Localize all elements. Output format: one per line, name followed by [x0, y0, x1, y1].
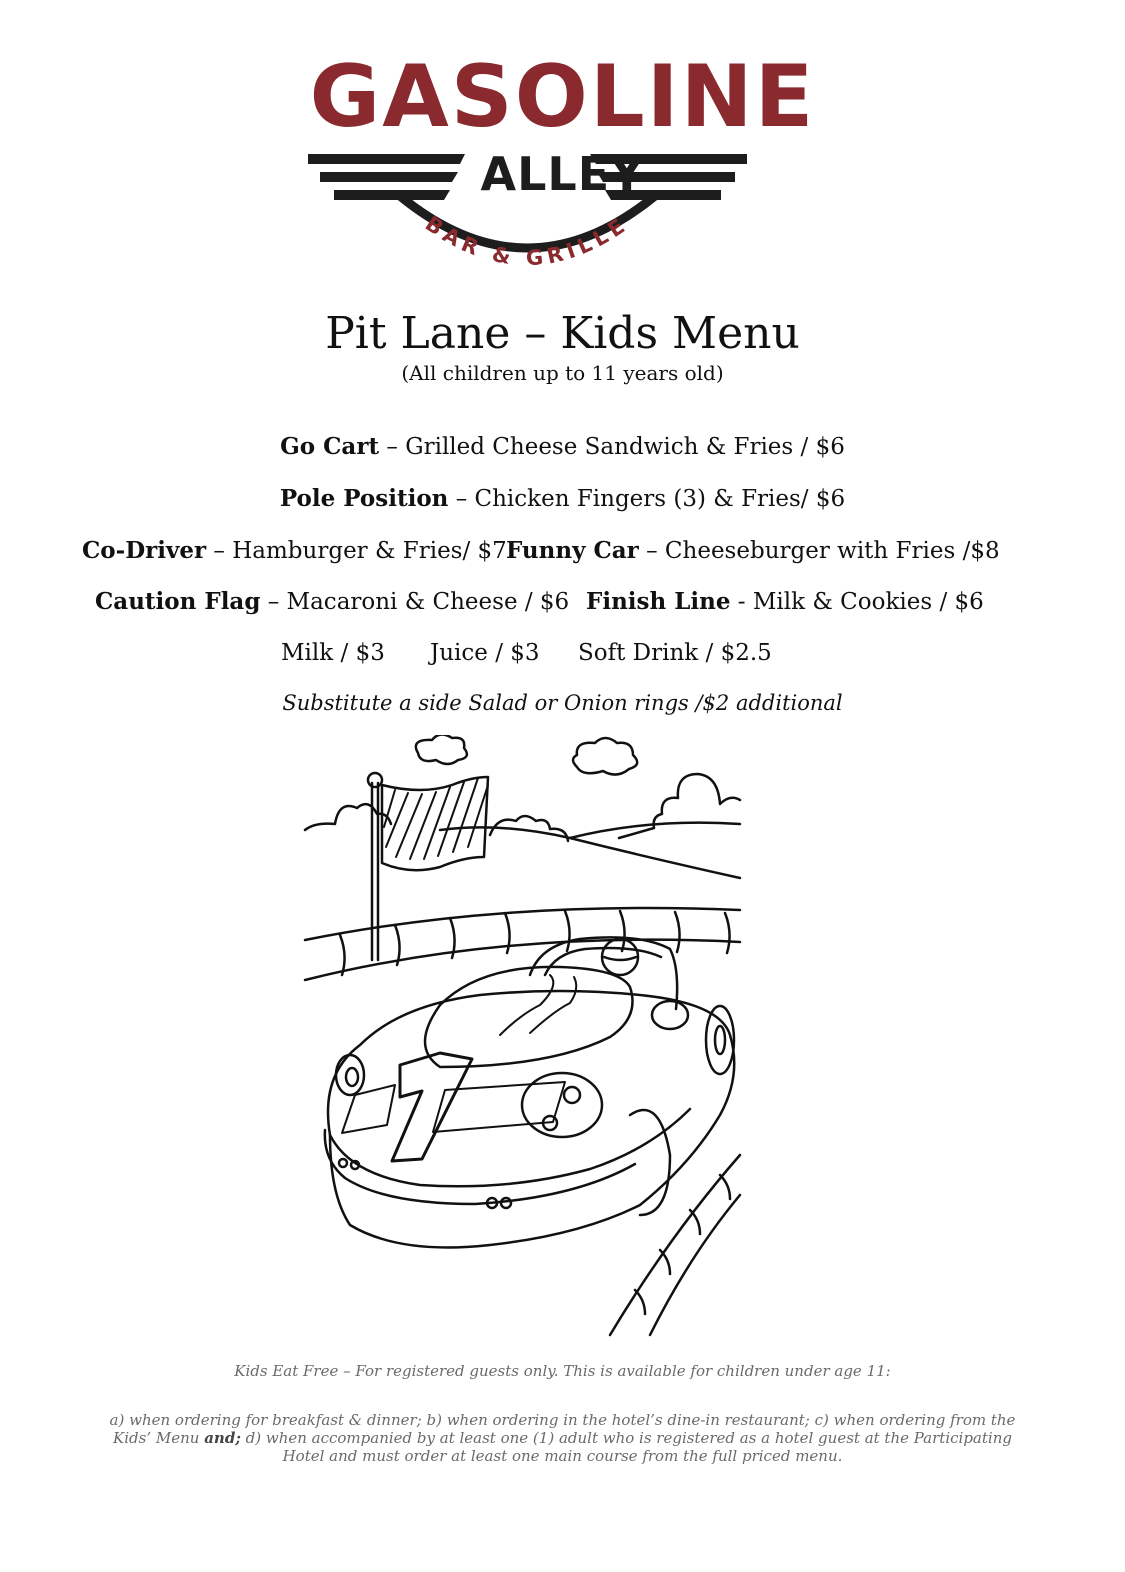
menu-item-description: – Hamburger & Fries/ $7 — [206, 538, 507, 564]
substitute-note: Substitute a side Salad or Onion rings /$2 additional — [282, 691, 843, 715]
drink-milk: Milk / $3 — [281, 640, 385, 666]
menu-item-finish-line — [586, 590, 984, 614]
menu-item-name: Pole Position — [279, 485, 449, 512]
page-title: Pit Lane – Kids Menu — [325, 308, 800, 359]
kids-eat-free-note: Kids Eat Free – For registered guests only. This is available for children under age 11: — [234, 1362, 891, 1380]
menu-item-go-cart — [0, 435, 1125, 459]
logo-tagline: BAR & GRILLE — [420, 211, 634, 271]
drink-soft-drink: Soft Drink / $2.5 — [578, 640, 772, 666]
conditions-and: and; — [204, 1429, 241, 1447]
menu-item-caution-flag — [95, 590, 569, 614]
menu-item-name: Co-Driver — [82, 537, 207, 564]
menu-item-description: – Chicken Fingers (3) & Fries/ $6 — [448, 486, 846, 512]
race-car-coloring-illustration — [300, 735, 750, 1340]
cloud-icon — [416, 735, 467, 764]
drink-juice: Juice / $3 — [430, 640, 540, 666]
menu-item-description: – Grilled Cheese Sandwich & Fries / $6 — [379, 434, 845, 460]
menu-item-co-driver — [82, 539, 507, 563]
logo-wordmark-gasoline: GASOLINE — [309, 47, 816, 147]
menu-item-description: – Cheeseburger with Fries /$8 — [638, 538, 1000, 564]
conditions-text: a) when ordering for breakfast & dinner; b) when ordering in the hotel’s dine-in restaurant; c) when ordering from the Kids’ Menu — [109, 1411, 1016, 1447]
menu-item-name: Go Cart — [280, 433, 380, 460]
menu-item-name: Funny Car — [506, 537, 639, 564]
cloud-icon — [573, 738, 637, 775]
menu-item-funny-car — [506, 539, 1000, 563]
logo-wordmark-alley: ALLEY — [480, 147, 645, 201]
menu-item-pole-position — [0, 487, 1125, 511]
menu-item-description: - Milk & Cookies / $6 — [730, 589, 984, 615]
kids-eat-free-conditions — [95, 1411, 1030, 1465]
menu-item-name: Finish Line — [586, 588, 731, 615]
menu-item-description: – Macaroni & Cheese / $6 — [260, 589, 570, 615]
page-subtitle: (All children up to 11 years old) — [401, 361, 724, 385]
menu-item-name: Caution Flag — [95, 588, 261, 615]
conditions-text-continued: d) when accompanied by at least one (1) adult who is registered as a hotel guest at the Participating Hotel and must order at least one main course from the full priced menu. — [240, 1429, 1012, 1465]
car-number-one — [392, 1053, 472, 1161]
